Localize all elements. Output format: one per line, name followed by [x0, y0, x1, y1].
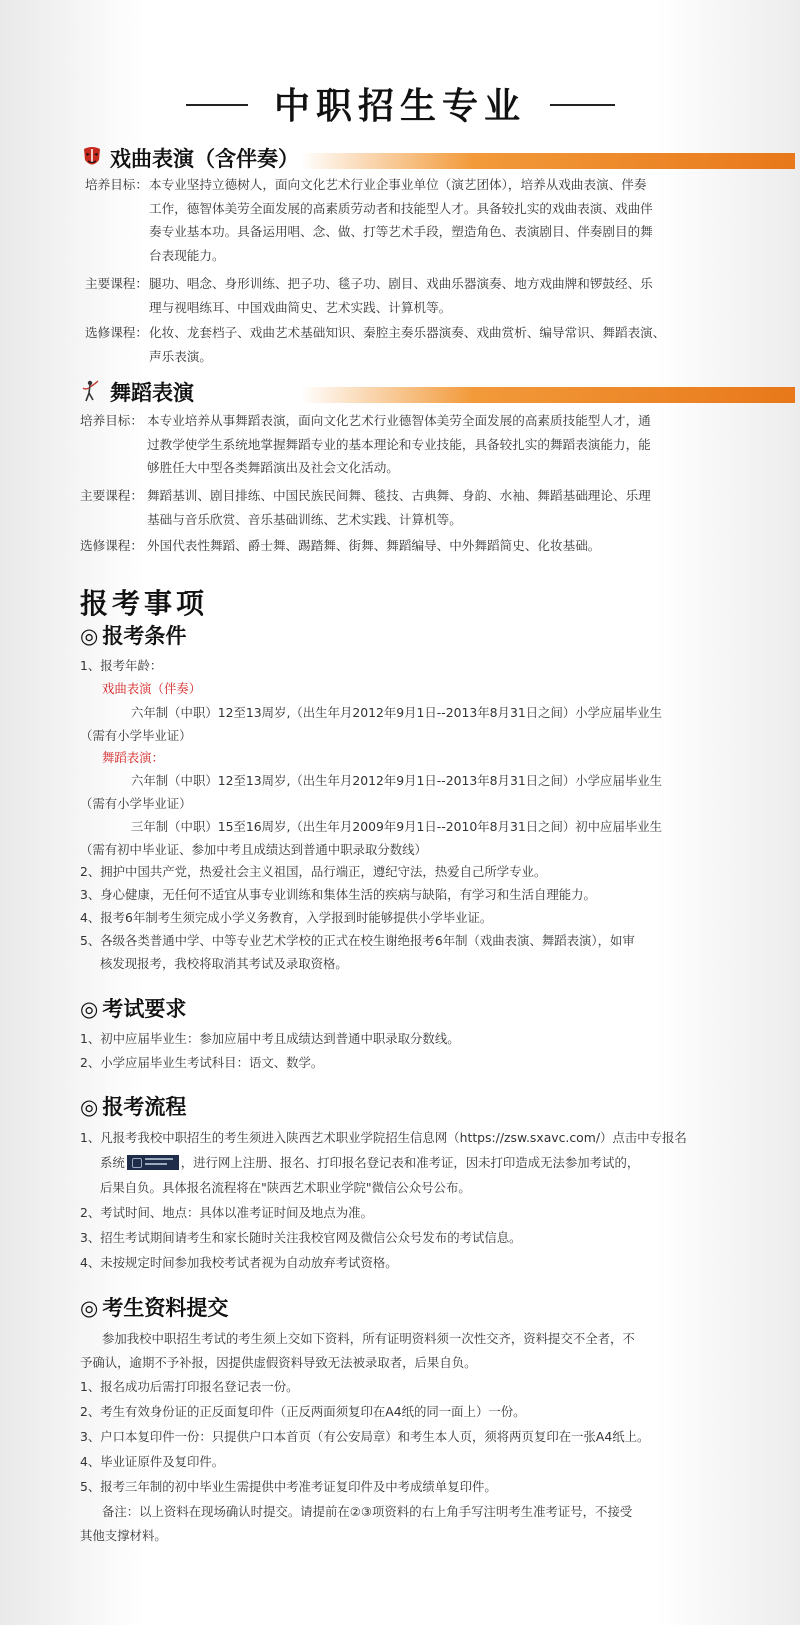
condition-item: 2、拥护中国共产党，热爱社会主义祖国，品行端正，遵纪守法，热爱自己所学专业。 [80, 864, 547, 879]
process-item: 2、考试时间、地点：具体以准考证时间及地点为准。 [80, 1205, 373, 1220]
header-bar [300, 153, 795, 169]
row-text: 过教学使学生系统地掌握舞蹈专业的基本理论和专业技能，具备较扎实的舞蹈表演能力，能 [147, 436, 651, 452]
process-line: 1、凡报考我校中职招生的考生须进入陕西艺术职业学院招生信息网（https://zsw.sxavc.com/）点击中专报名 [80, 1130, 687, 1145]
row-text: 够胜任大中型各类舞蹈演出及社会文化活动。 [147, 460, 399, 475]
dance-rule-3: 三年制（中职）15至16周岁,（出生年月2009年9月1日--2010年8月31日之间）初中应届毕业生 [131, 819, 663, 834]
materials-title: 考生资料提交 [102, 1296, 229, 1320]
opera-rule-note: （需有小学毕业证） [80, 728, 192, 743]
age-label: 1、报考年龄： [80, 658, 163, 673]
process-heading [80, 1091, 186, 1121]
major-dance-title: 舞蹈表演 [110, 381, 194, 405]
dancer-icon [80, 379, 104, 403]
process-item: 3、招生考试期间请考生和家长随时关注我校官网及微信公众号发布的考试信息。 [80, 1230, 522, 1245]
materials-heading [80, 1292, 228, 1322]
row-text: 化妆、龙套档子、戏曲艺术基础知识、秦腔主奏乐器演奏、戏曲赏析、编导常识、舞蹈表演、 [149, 325, 666, 340]
condition-item: 5、各级各类普通中学、中等专业艺术学校的正式在校生谢绝报考6年制（戏曲表演、舞蹈表演），如审 [80, 933, 635, 948]
title-rule-right [550, 104, 615, 106]
circle-mark: ◎ [80, 1296, 99, 1320]
circle-mark: ◎ [80, 1095, 99, 1119]
process-item: 4、未按规定时间参加我校考试者视为自动放弃考试资格。 [80, 1255, 398, 1270]
row-label: 主要课程： [85, 276, 148, 291]
row-text: 基础与音乐欣赏、音乐基础训练、艺术实践、计算机等。 [147, 511, 462, 527]
exam-item: 2、小学应届毕业生考试科目：语文、数学。 [80, 1055, 324, 1070]
materials-note: 备注：以上资料在现场确认时提交。请提前在②③项资料的右上角手写注明考生准考证号，不接受 [102, 1504, 633, 1519]
dance-rule-6-note: （需有小学毕业证） [80, 796, 192, 811]
opera-mask-icon [80, 145, 104, 169]
materials-note: 其他支撑材料。 [80, 1528, 167, 1543]
dance-rule-3-note: （需有初中毕业证、参加中考且成绩达到普通中职录取分数线） [80, 842, 427, 857]
process-title: 报考流程 [102, 1095, 187, 1119]
condition-item: 4、报考6年制考生须完成小学义务教育，入学报到时能够提供小学毕业证。 [80, 910, 493, 925]
row-text: 腿功、唱念、身形训练、把子功、毯子功、剧目、戏曲乐器演奏、地方戏曲牌和锣鼓经、乐 [149, 276, 653, 291]
conditions-heading [80, 620, 186, 650]
row-text: 理与视唱练耳、中国戏曲简史、艺术实践、计算机等。 [149, 299, 452, 315]
materials-intro: 予确认，逾期不予补报，因提供虚假资料导致无法被录取者，后果自负。 [80, 1355, 477, 1370]
materials-item: 1、报名成功后需打印报名登记表一份。 [80, 1379, 299, 1394]
process-line [100, 1153, 639, 1171]
row-label: 培养目标： [85, 177, 148, 192]
title-rule-left [186, 104, 248, 106]
circle-mark: ◎ [80, 997, 99, 1021]
header-bar [300, 387, 795, 403]
row-text: 声乐表演。 [149, 348, 212, 364]
row-text: 奏专业基本功。具备运用唱、念、做、打等艺术手段，塑造角色、表演剧目、伴奏剧目的舞 [149, 224, 653, 239]
opera-rule: 六年制（中职）12至13周岁,（出生年月2012年9月1日--2013年8月31日之间）小学应届毕业生 [131, 705, 663, 720]
dance-rule-6: 六年制（中职）12至13周岁,（出生年月2012年9月1日--2013年8月31日之间）小学应届毕业生 [131, 773, 663, 788]
exam-item: 1、初中应届毕业生：参加应届中考且成绩达到普通中职录取分数线。 [80, 1031, 460, 1046]
condition-item: 3、身心健康，无任何不适宜从事专业训练和集体生活的疾病与缺陷，有学习和生活自理能力。 [80, 887, 596, 902]
exam-heading [80, 993, 186, 1023]
opera-label: 戏曲表演（伴奏） [102, 681, 202, 696]
materials-item: 4、毕业证原件及复印件。 [80, 1454, 225, 1469]
materials-item: 2、考生有效身份证的正反面复印件（正反两面须复印在A4纸的同一面上）一份。 [80, 1404, 526, 1419]
materials-intro: 参加我校中职招生考试的考生须上交如下资料，所有证明资料须一次性交齐，资料提交不全者，不 [102, 1331, 635, 1346]
dance-label: 舞蹈表演： [102, 750, 164, 765]
registration-system-badge [127, 1155, 179, 1170]
circle-mark: ◎ [80, 624, 99, 648]
row-text: 外国代表性舞蹈、爵士舞、踢踏舞、街舞、舞蹈编导、中外舞蹈简史、化妆基础。 [147, 538, 601, 553]
row-text: 工作，德智体美劳全面发展的高素质劳动者和技能型人才。具备较扎实的戏曲表演、戏曲伴 [149, 200, 653, 216]
condition-item: 核发现报考，我校将取消其考试及录取资格。 [100, 956, 348, 971]
row-label: 培养目标： [80, 413, 143, 428]
row-label: 主要课程： [80, 488, 143, 503]
conditions-title: 报考条件 [102, 624, 187, 648]
row-text: 台表现能力。 [149, 247, 225, 263]
section-title: 报考事项 [80, 587, 209, 620]
row-text: 本专业培养从事舞蹈表演，面向文化艺术行业德智体美劳全面发展的高素质技能型人才，通 [147, 413, 651, 428]
page-title: 中职招生专业 [273, 86, 526, 127]
major-opera-title: 戏曲表演（含伴奏） [110, 147, 299, 171]
row-label: 选修课程： [85, 325, 148, 340]
exam-title: 考试要求 [102, 997, 187, 1021]
process-text: ，进行网上注册、报名、打印报名登记表和准考证，因未打印造成无法参加考试的， [180, 1155, 640, 1170]
row-text: 舞蹈基训、剧目排练、中国民族民间舞、毯技、古典舞、身韵、水袖、舞蹈基础理论、乐理 [147, 488, 651, 503]
materials-item: 5、报考三年制的初中毕业生需提供中考准考证复印件及中考成绩单复印件。 [80, 1479, 497, 1494]
row-label: 选修课程： [80, 538, 143, 553]
process-text: 系统 [100, 1155, 125, 1170]
process-line: 后果自负。具体报名流程将在"陕西艺术职业学院"微信公众号公布。 [100, 1180, 471, 1195]
materials-item: 3、户口本复印件一份：只提供户口本首页（有公安局章）和考生本人页，须将两页复印在一张A4纸上。 [80, 1429, 650, 1444]
row-text: 本专业坚持立德树人，面向文化艺术行业企事业单位（演艺团体），培养从戏曲表演、伴奏 [149, 177, 647, 192]
